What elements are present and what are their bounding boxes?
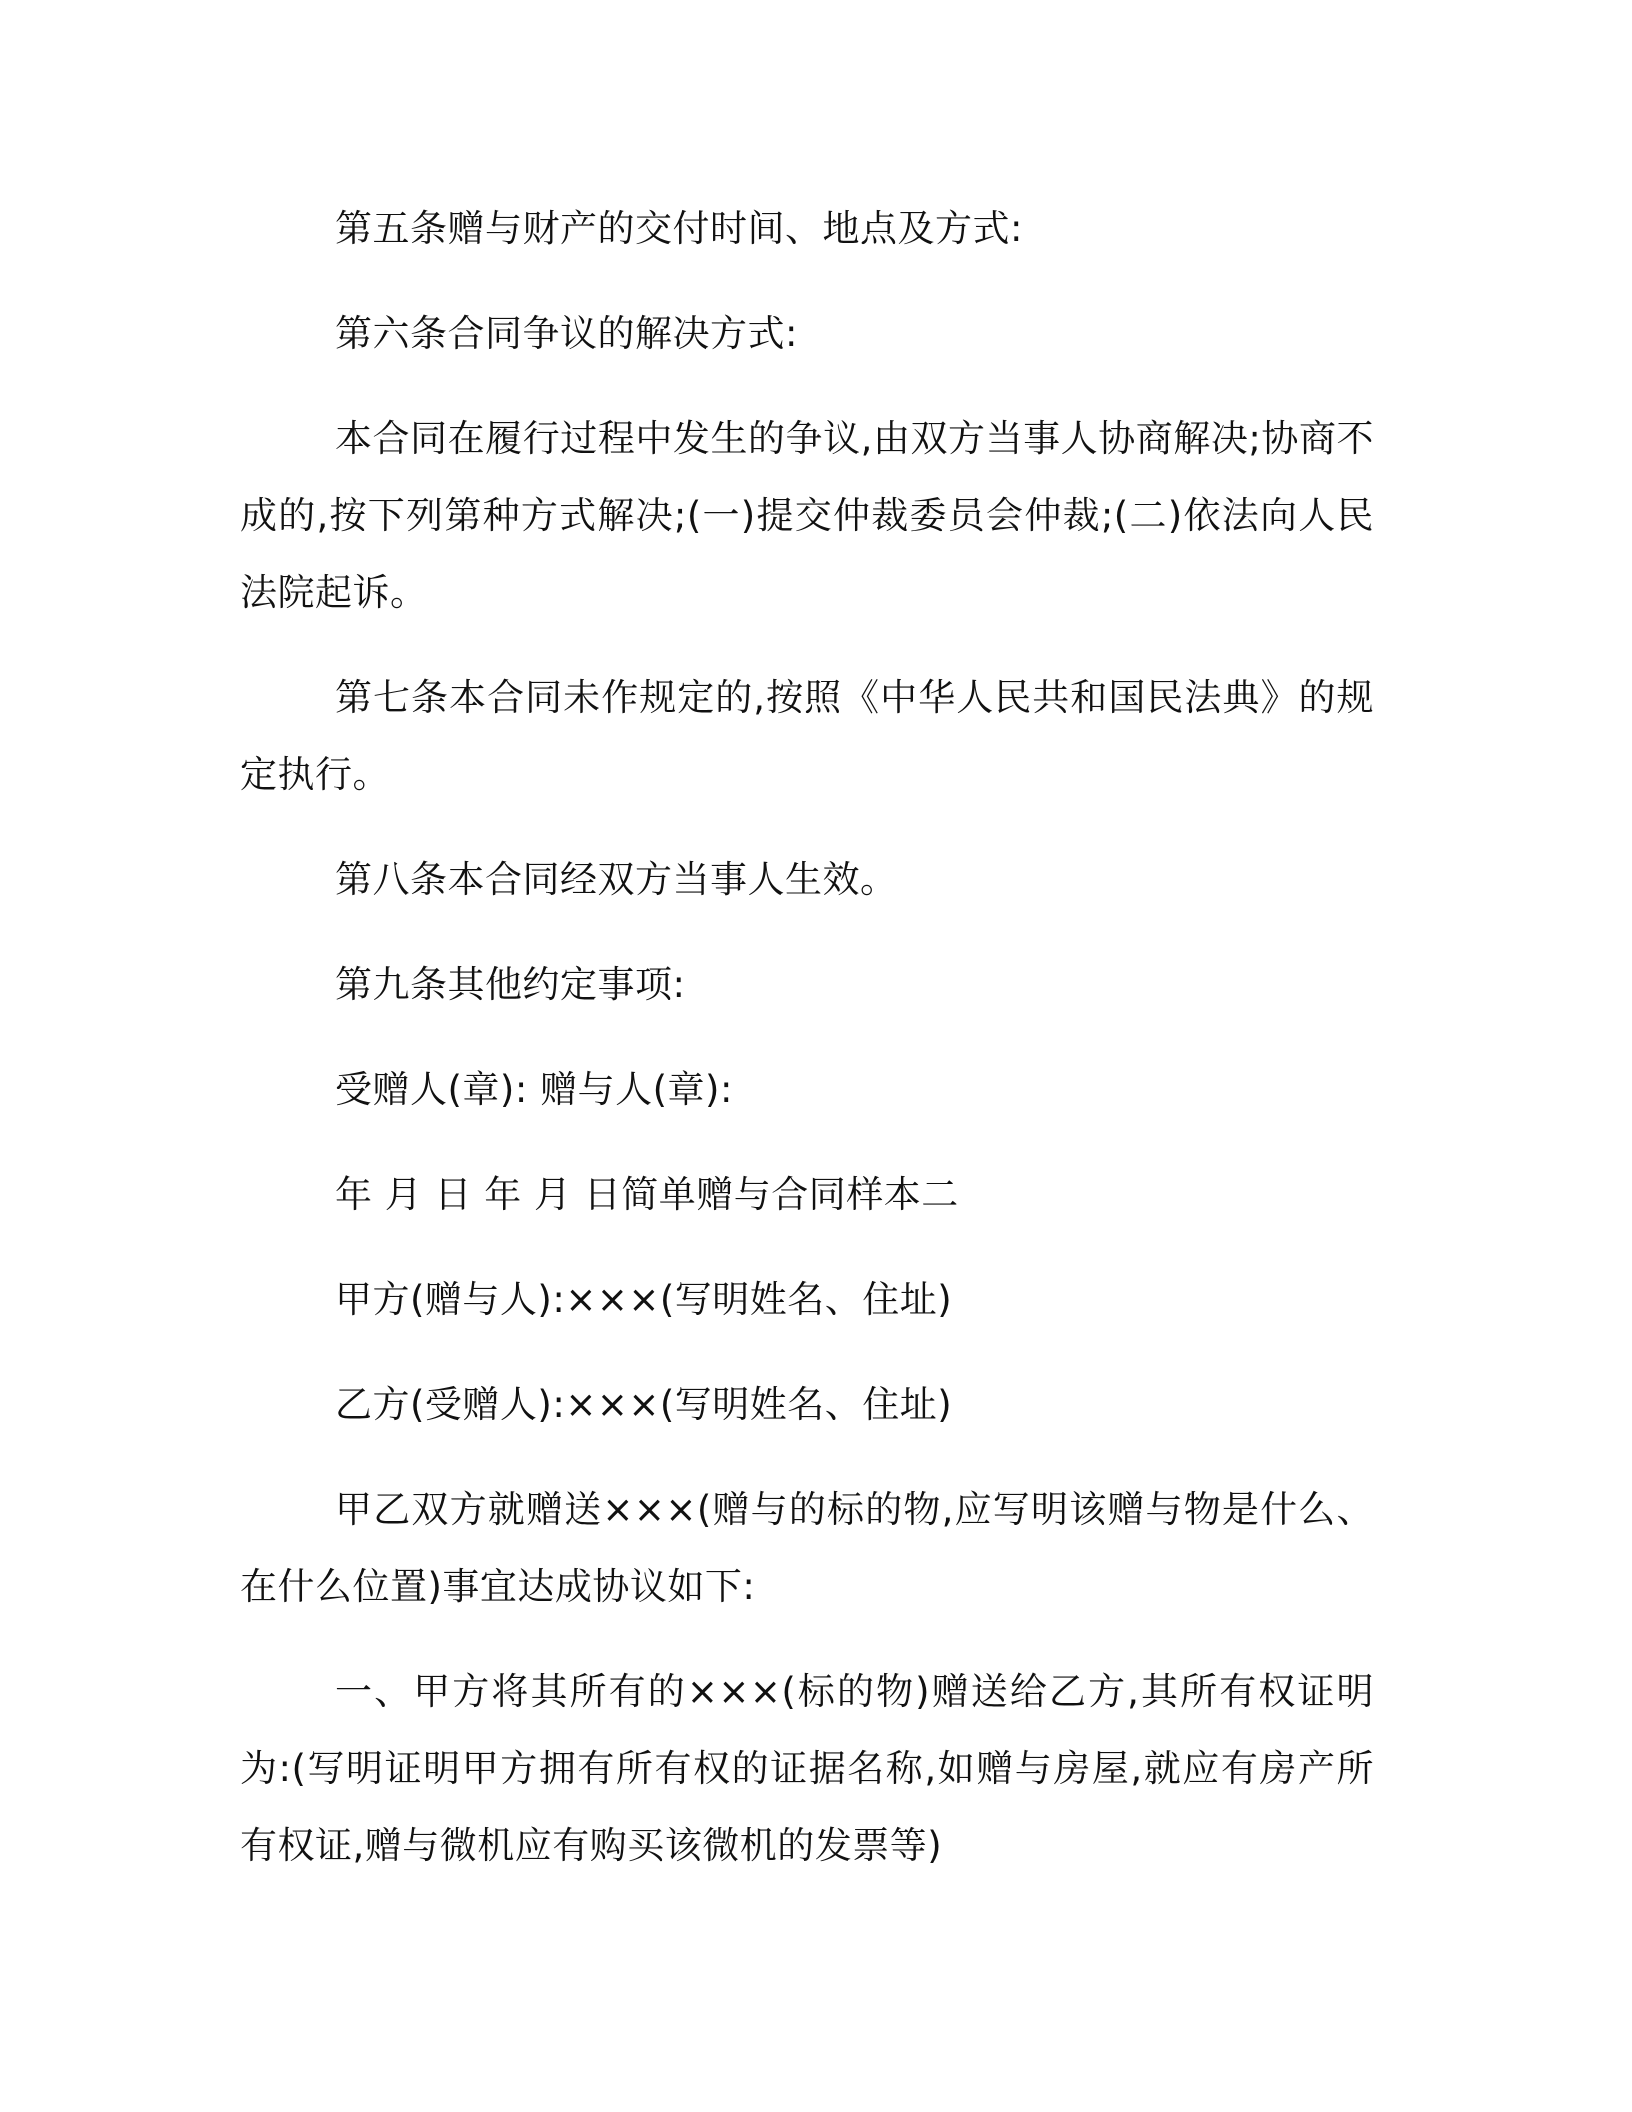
agreement-intro-paragraph: 甲乙双方就赠送×××(赠与的标的物,应写明该赠与物是什么、在什么位置)事宜达成协议如下: bbox=[240, 1488, 1374, 1608]
article-9-paragraph: 第九条其他约定事项: bbox=[335, 963, 686, 1006]
signature-line: 受赠人(章): 赠与人(章): bbox=[335, 1068, 733, 1111]
article-6-paragraph: 第六条合同争议的解决方式: bbox=[335, 312, 798, 355]
dispute-resolution-paragraph: 本合同在履行过程中发生的争议,由双方当事人协商解决;协商不成的,按下列第种方式解决;(一)提交仲裁委员会仲裁;(二)依法向人民法院起诉。 bbox=[240, 417, 1374, 614]
article-8-paragraph: 第八条本合同经双方当事人生效。 bbox=[335, 858, 898, 901]
party-b-line: 乙方(受赠人):×××(写明姓名、住址) bbox=[335, 1383, 953, 1426]
date-line-sample-two-title: 年 月 日 年 月 日简单赠与合同样本二 bbox=[335, 1173, 959, 1216]
document-page bbox=[240, 190, 1374, 1912]
party-a-line: 甲方(赠与人):×××(写明姓名、住址) bbox=[335, 1278, 953, 1321]
clause-one-paragraph: 一、甲方将其所有的×××(标的物)赠送给乙方,其所有权证明为:(写明证明甲方拥有所有权的证据名称,如赠与房屋,就应有房产所有权证,赠与微机应有购买该微机的发票等) bbox=[240, 1670, 1374, 1867]
article-5-paragraph: 第五条赠与财产的交付时间、地点及方式: bbox=[335, 207, 1023, 250]
article-7-paragraph: 第七条本合同未作规定的,按照《中华人民共和国民法典》的规定执行。 bbox=[240, 676, 1374, 796]
